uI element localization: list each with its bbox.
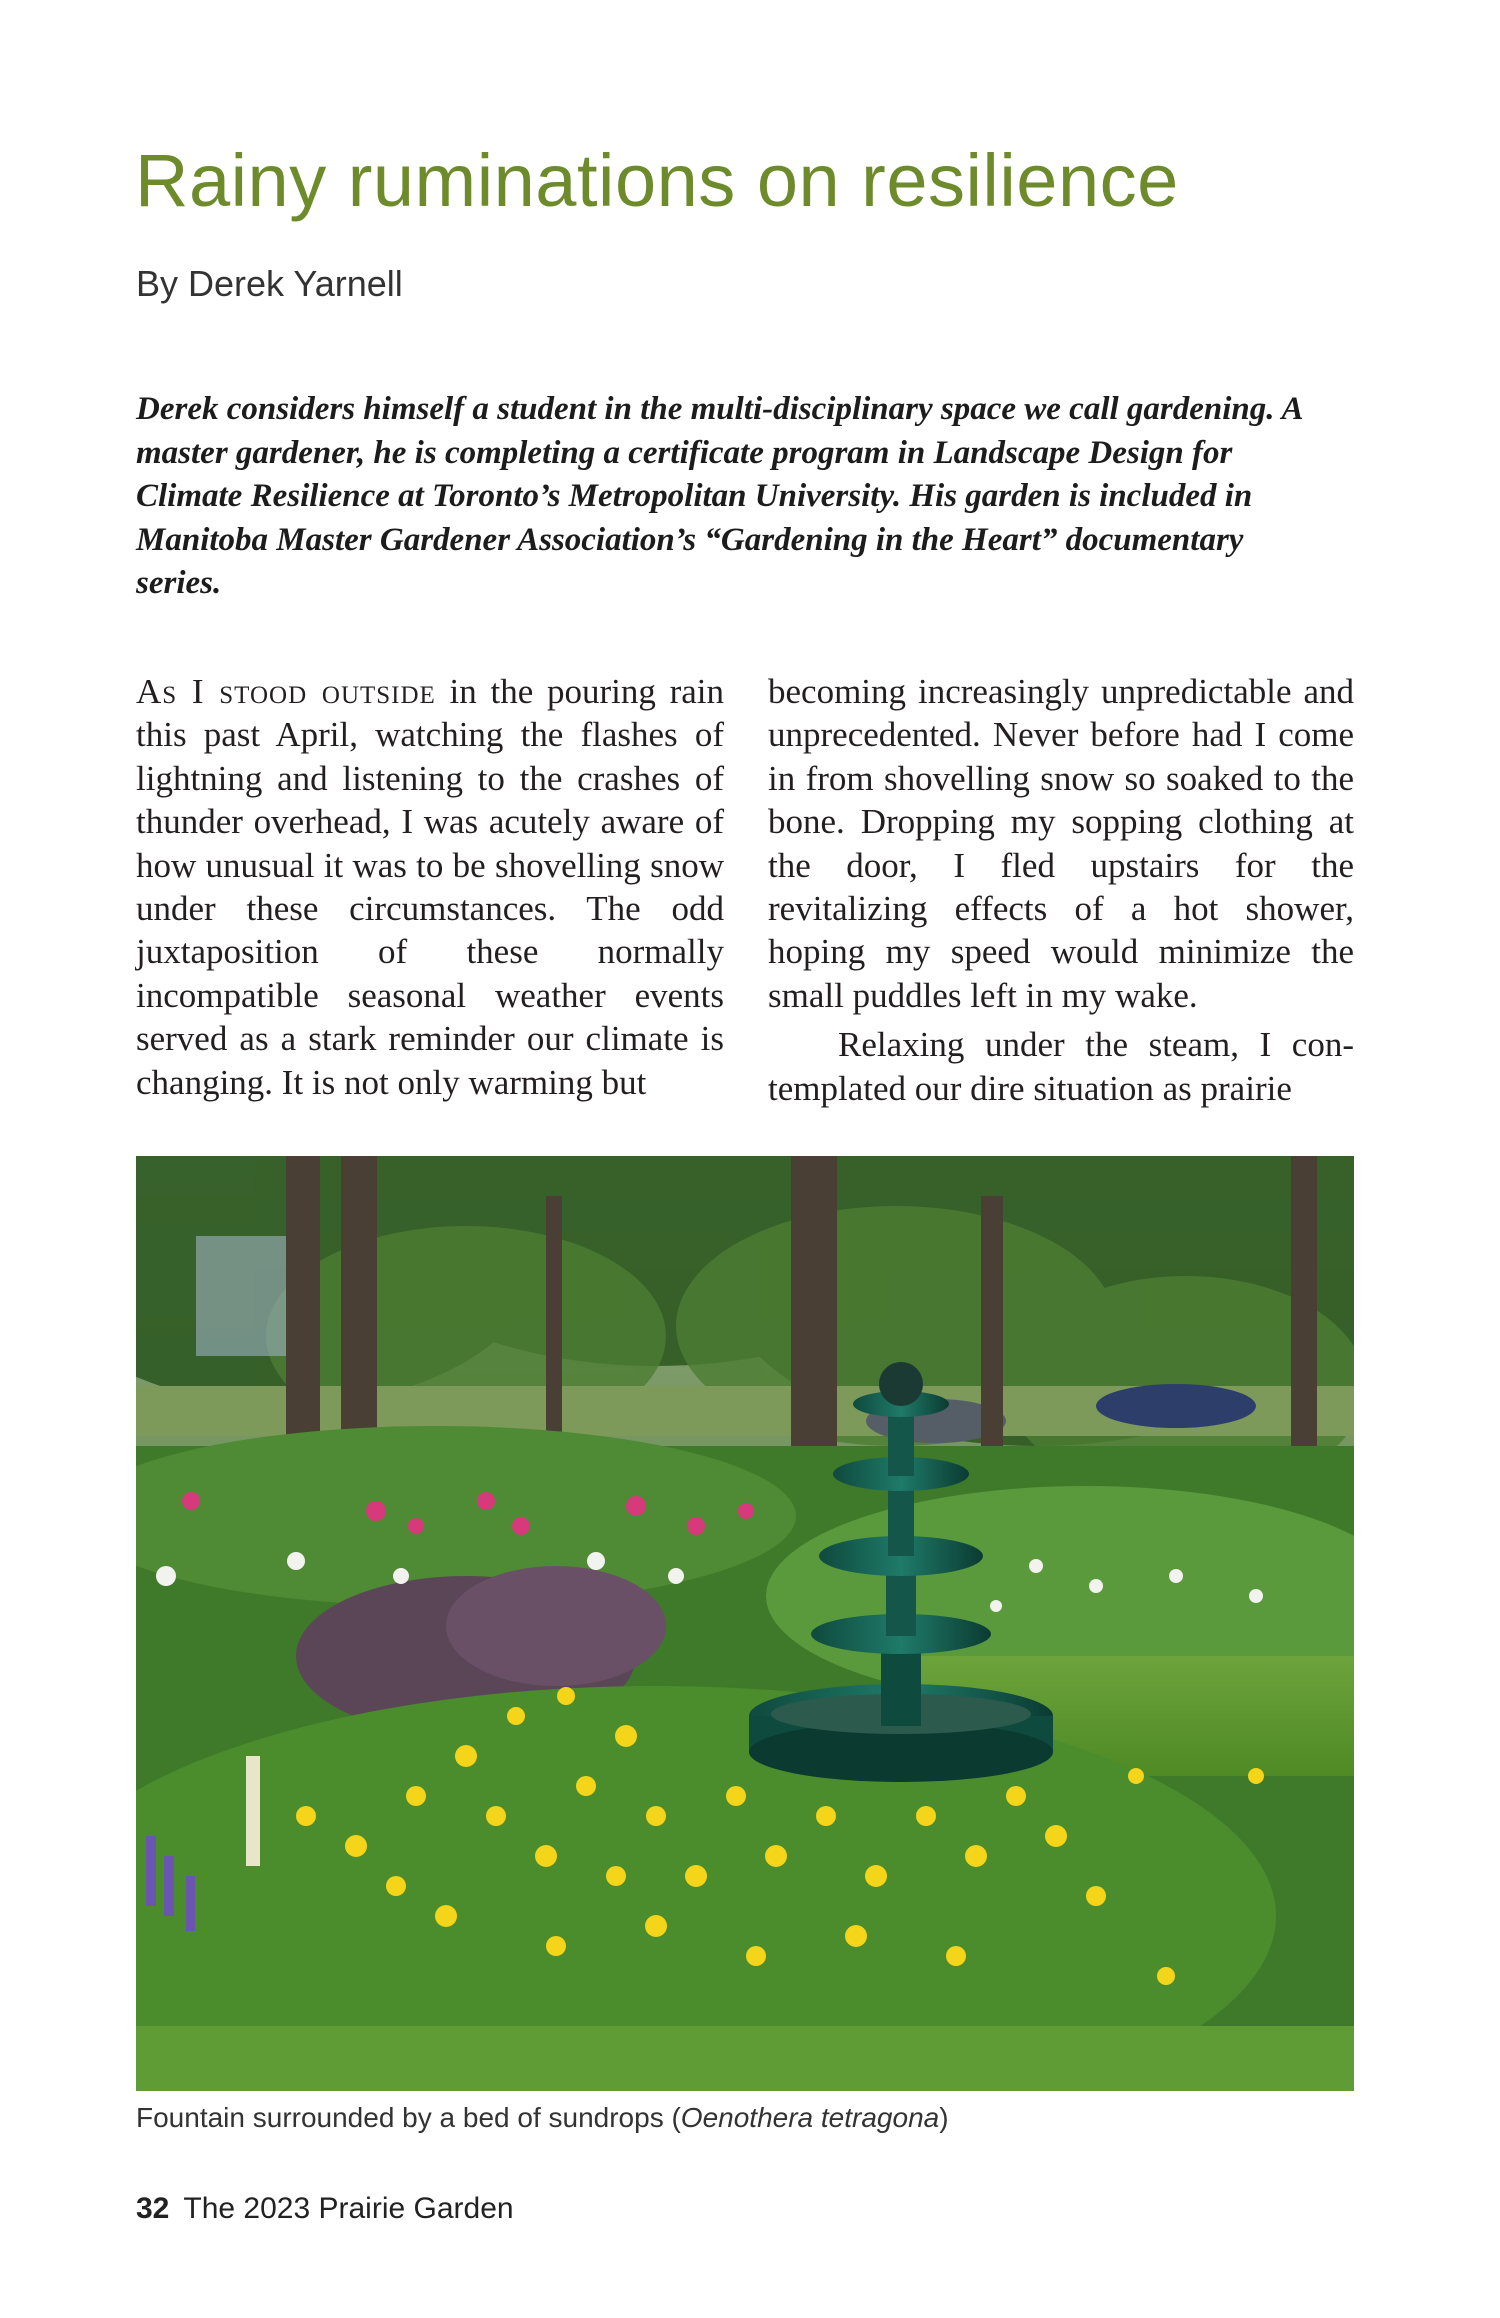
article-title: Rainy ruminations on resilience bbox=[135, 139, 1179, 222]
paragraph-2: Relaxing under the steam, I contemplated our dire situation as prairie bbox=[768, 1025, 1354, 1108]
lead-in: As I stood outside bbox=[136, 672, 436, 711]
publication-name: The 2023 Prairie Garden bbox=[183, 2192, 514, 2225]
page-footer bbox=[136, 2192, 514, 2226]
paragraph-1-text: in the pouring rain this past April, watching the flashes of lightning and listening to the crashes of thunder overhead, I was acutely aware of how unusual it was to be shovelling snow under these circumstances. The odd juxtaposition of these normally incompatible seasonal weather events served as a stark reminder our climate is changing. It is not only warming but bbox=[136, 672, 724, 1102]
paragraph-1-continued: becoming increasingly unpredictable and unprecedented. Never before had I come in from shovelling snow so soaked to the bone. Dropping my sopping clothing at the door, I fled upstairs for the revitalizing effects of a hot shower, hoping my speed would minimize the small puddles left in my wake. bbox=[768, 672, 1354, 1015]
caption-close: ) bbox=[939, 2102, 949, 2133]
fountain-garden-illustration bbox=[136, 1156, 1354, 2091]
caption-text: Fountain surrounded by a bed of sundrops ( bbox=[136, 2102, 681, 2133]
author-bio: Derek considers himself a student in the multi-disciplinary space we call gardening. A master gardener, he is completing a certificate program in Landscape Design for Climate Resilience at Toronto’s Metropolitan University. His garden is included in Manitoba Master Gardener Association’s “Gardening in the Heart” documentary series. bbox=[136, 391, 1302, 601]
caption-species: Oenothera tetragona bbox=[680, 2102, 940, 2133]
byline: By Derek Yarnell bbox=[136, 263, 403, 304]
garden-photo bbox=[136, 1156, 1354, 2091]
photo-caption bbox=[136, 2102, 949, 2134]
page-number: 32 bbox=[136, 2192, 170, 2225]
column-right bbox=[768, 670, 1354, 1110]
column-left bbox=[136, 670, 724, 1104]
paragraph-1 bbox=[136, 670, 724, 1104]
